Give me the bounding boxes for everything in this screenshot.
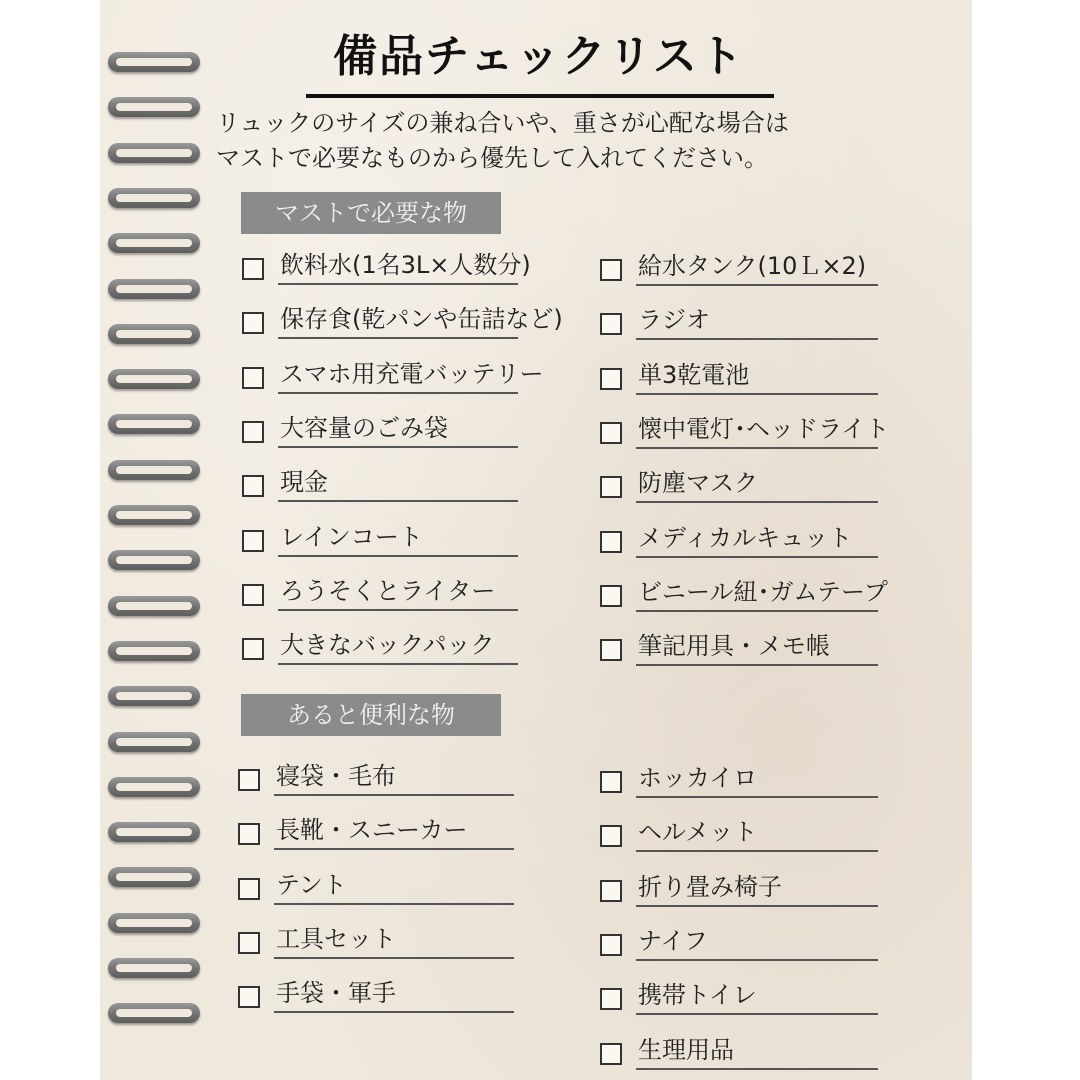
spiral-ring-icon (108, 324, 200, 344)
checkbox-icon[interactable] (238, 769, 260, 791)
spiral-ring-icon (108, 596, 200, 616)
write-in-line (278, 337, 518, 339)
checklist-item-label: 懐中電灯･ヘッドライト (638, 414, 890, 443)
checklist-item-label: 工具セット (276, 924, 396, 953)
spiral-ring-icon (108, 958, 200, 978)
spiral-ring-icon (108, 369, 200, 389)
write-in-line (278, 500, 518, 502)
write-in-line (274, 1011, 514, 1013)
write-in-line (278, 555, 518, 557)
write-in-line (636, 338, 878, 340)
write-in-line (636, 284, 878, 286)
spiral-ring-icon (108, 1003, 200, 1023)
checklist-item-label: ラジオ (638, 306, 710, 335)
write-in-line (636, 664, 878, 666)
checkbox-icon[interactable] (242, 312, 264, 334)
checklist-item-label: 大きなバックパック (280, 631, 495, 660)
checkbox-icon[interactable] (600, 422, 622, 444)
checkbox-icon[interactable] (238, 932, 260, 954)
spiral-ring-icon (108, 143, 200, 163)
spiral-ring-icon (108, 822, 200, 842)
checklist-item-label: 飲料水(1名3L×人数分) (280, 251, 531, 279)
write-in-line (636, 1068, 878, 1070)
checklist-item-label: ろうそくとライター (280, 576, 496, 605)
checkbox-icon[interactable] (242, 584, 264, 606)
checkbox-icon[interactable] (600, 825, 622, 847)
spiral-ring-icon (108, 867, 200, 887)
write-in-line (278, 283, 518, 285)
checkbox-icon[interactable] (600, 585, 622, 607)
checkbox-icon[interactable] (600, 1043, 622, 1065)
checkbox-icon[interactable] (238, 878, 260, 900)
write-in-line (636, 850, 878, 852)
checklist-item-label: 給水タンク(10Ｌ×2) (638, 252, 867, 280)
checkbox-icon[interactable] (600, 259, 622, 281)
spiral-ring-icon (108, 641, 200, 661)
checklist-item-label: ヘルメット (638, 818, 758, 847)
spiral-ring-icon (108, 97, 200, 117)
checkbox-icon[interactable] (242, 421, 264, 443)
checkbox-icon[interactable] (600, 368, 622, 390)
spiral-ring-icon (108, 505, 200, 525)
write-in-line (636, 610, 878, 612)
checkbox-icon[interactable] (238, 823, 260, 845)
checklist-item-label: ホッカイロ (638, 764, 758, 792)
page-title: 備品チェックリスト (333, 31, 745, 82)
checklist-item-label: テント (276, 870, 347, 899)
spiral-ring-icon (108, 550, 200, 570)
spiral-ring-icon (108, 460, 200, 480)
write-in-line (278, 663, 518, 665)
write-in-line (636, 393, 878, 395)
checklist-item-label: レインコート (280, 522, 423, 551)
checkbox-icon[interactable] (600, 313, 622, 335)
write-in-line (274, 903, 514, 905)
checkbox-icon[interactable] (242, 475, 264, 497)
checklist-item-label: 現金 (280, 468, 328, 497)
spiral-ring-icon (108, 777, 200, 797)
spiral-ring-icon (108, 732, 200, 752)
checkbox-icon[interactable] (600, 639, 622, 661)
checklist-item-label: 生理用品 (638, 1035, 734, 1064)
write-in-line (636, 796, 878, 798)
checklist-item-label: 大容量のごみ袋 (280, 413, 448, 442)
checklist-item-label: ナイフ (638, 926, 708, 955)
checkbox-icon[interactable] (242, 367, 264, 389)
checklist-item-label: スマホ用充電バッテリー (280, 359, 544, 388)
checkbox-icon[interactable] (600, 880, 622, 902)
write-in-line (636, 556, 878, 558)
intro-line-1: リュックのサイズの兼ね合いや、重さが心配な場合は (216, 109, 789, 137)
checklist-item-label: 寝袋・毛布 (276, 762, 396, 790)
checklist-item-label: 手袋・軍手 (276, 979, 396, 1008)
write-in-line (636, 1013, 878, 1015)
checklist-item-label: 保存食(乾パンや缶詰など) (280, 305, 563, 334)
intro-line-2: マストで必要なものから優先して入れてください。 (216, 144, 768, 172)
checkbox-icon[interactable] (600, 988, 622, 1010)
write-in-line (636, 447, 878, 449)
spiral-ring-icon (108, 913, 200, 933)
checklist-item-label: ビニール紐･ガムテープ (638, 577, 888, 606)
write-in-line (636, 501, 878, 503)
title-underline (306, 94, 774, 98)
checkbox-icon[interactable] (238, 986, 260, 1008)
write-in-line (278, 609, 518, 611)
spiral-ring-icon (108, 279, 200, 299)
checklist-item-label: 筆記用具・メモ帳 (638, 632, 830, 661)
write-in-line (636, 905, 878, 907)
checkbox-icon[interactable] (600, 476, 622, 498)
checklist-item-label: 単3乾電池 (638, 360, 750, 389)
write-in-line (274, 848, 514, 850)
checkbox-icon[interactable] (600, 934, 622, 956)
checklist-item-label: 長靴・スニーカー (276, 816, 468, 845)
checkbox-icon[interactable] (242, 530, 264, 552)
section-label-must: マストで必要な物 (241, 192, 501, 234)
section-label-nice: あると便利な物 (241, 694, 501, 736)
checkbox-icon[interactable] (600, 771, 622, 793)
spiral-ring-icon (108, 414, 200, 434)
write-in-line (274, 794, 514, 796)
checkbox-icon[interactable] (242, 258, 264, 280)
write-in-line (636, 959, 878, 961)
spiral-ring-icon (108, 233, 200, 253)
spiral-ring-icon (108, 188, 200, 208)
write-in-line (278, 446, 518, 448)
checklist-item-label: 防塵マスク (638, 469, 758, 498)
spiral-ring-icon (108, 52, 200, 72)
checkbox-icon[interactable] (242, 638, 264, 660)
checklist-item-label: メディカルキュット (638, 523, 853, 552)
checkbox-icon[interactable] (600, 531, 622, 553)
spiral-ring-icon (108, 686, 200, 706)
write-in-line (274, 957, 514, 959)
write-in-line (278, 392, 518, 394)
intro-text (216, 106, 916, 176)
checklist-item-label: 折り畳み椅子 (638, 872, 782, 901)
checklist-item-label: 携帯トイレ (638, 981, 757, 1010)
